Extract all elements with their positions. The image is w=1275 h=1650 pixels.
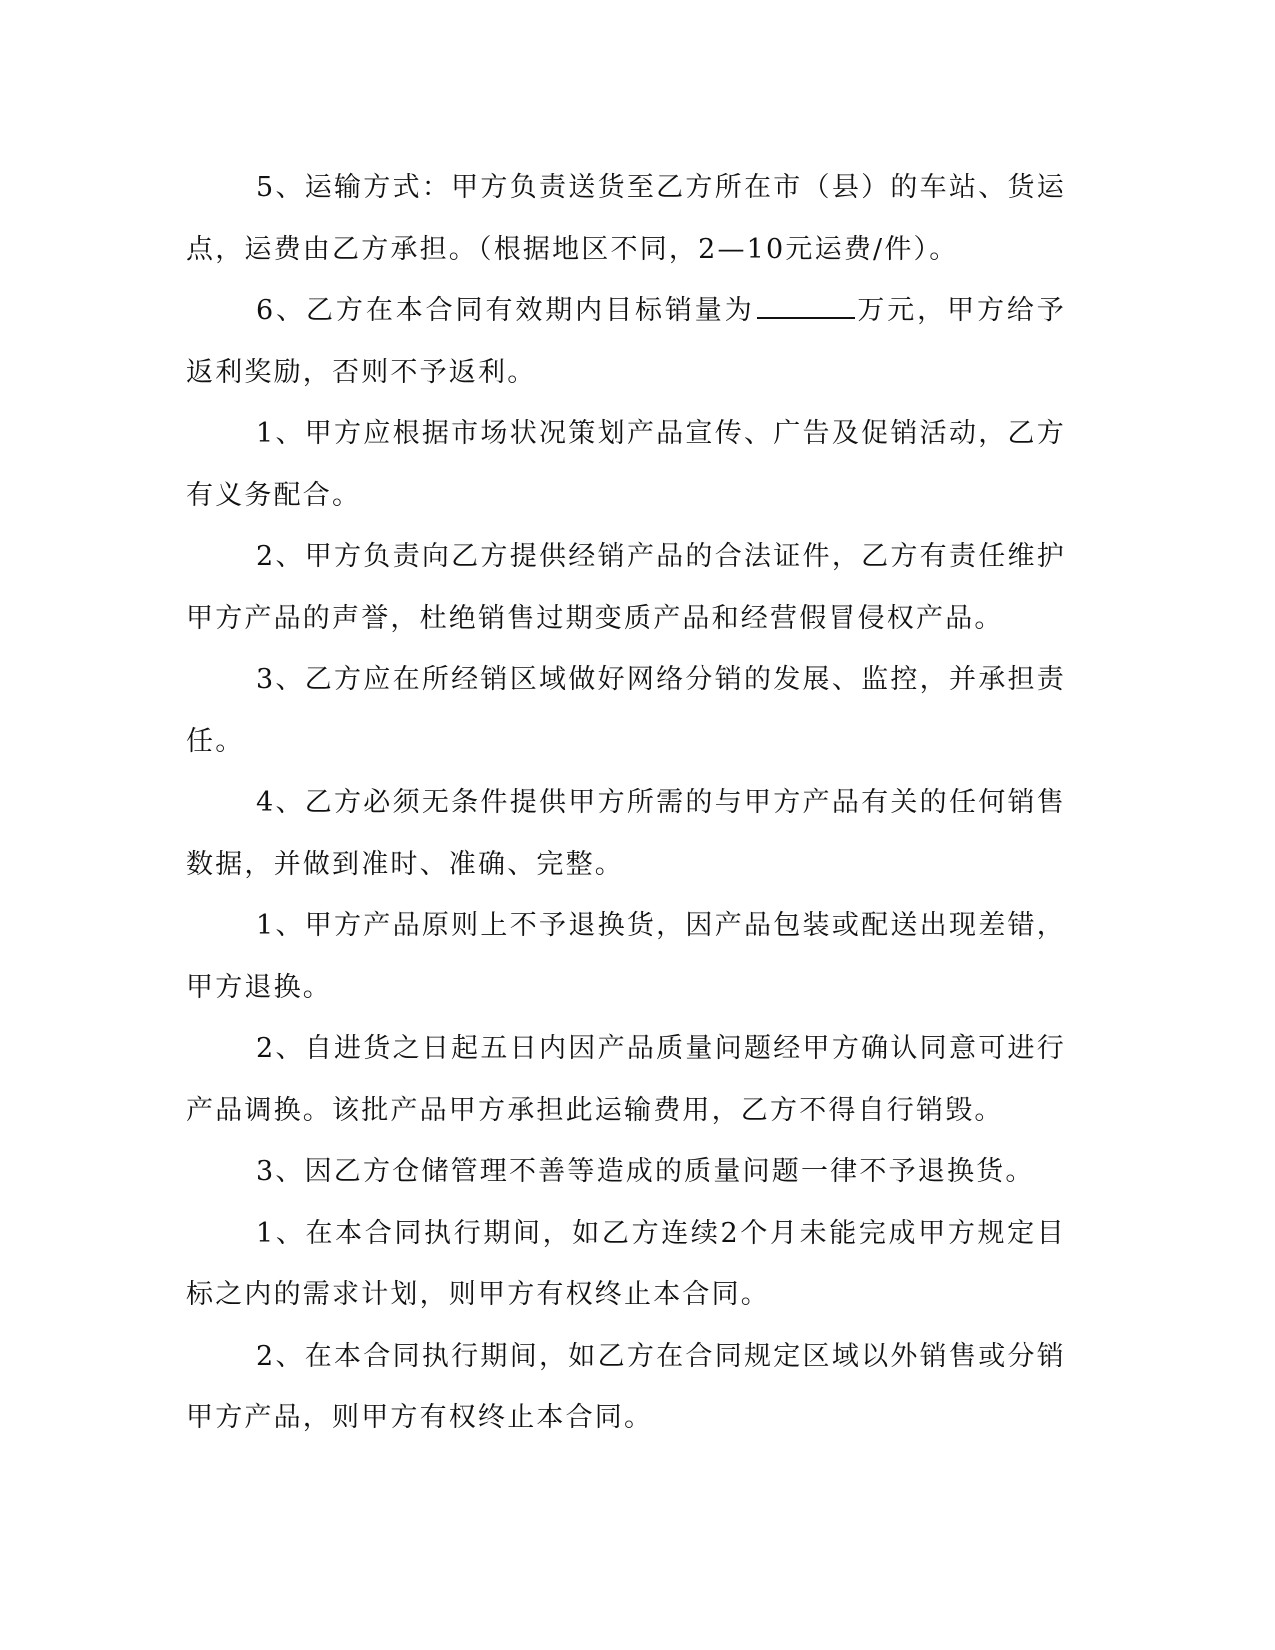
paragraph-quality-exchange: 2、自进货之日起五日内因产品质量问题经甲方确认同意可进行产品调换。该批产品甲方承担此运输费用，乙方不得自行销毁。 [186, 1033, 1066, 1126]
paragraph-certificates: 2、甲方负责向乙方提供经销产品的合法证件，乙方有责任维护甲方产品的声誉，杜绝销售过期变质产品和经营假冒侵权产品。 [186, 541, 1066, 634]
paragraph-sales-target [186, 280, 1066, 403]
paragraph-termination-region: 2、在本合同执行期间，如乙方在合同规定区域以外销售或分销甲方产品，则甲方有权终止本合同。 [186, 1340, 1066, 1433]
paragraph-sales-data: 4、乙方必须无条件提供甲方所需的与甲方产品有关的任何销售数据，并做到准时、准确、完整。 [186, 787, 1066, 880]
sales-target-text-before: 6、乙方在本合同有效期内目标销量为 [256, 295, 755, 326]
paragraph-promotion: 1、甲方应根据市场状况策划产品宣传、广告及促销活动，乙方有义务配合。 [186, 418, 1066, 511]
paragraph-termination-target: 1、在本合同执行期间，如乙方连续2个月未能完成甲方规定目标之内的需求计划，则甲方有权终止本合同。 [186, 1217, 1066, 1310]
paragraph-storage-issues: 3、因乙方仓储管理不善等造成的质量问题一律不予退换货。 [256, 1156, 1035, 1187]
paragraph-distribution: 3、乙方应在所经销区域做好网络分销的发展、监控，并承担责任。 [186, 664, 1066, 757]
paragraph-no-returns: 1、甲方产品原则上不予退换货，因产品包装或配送出现差错，甲方退换。 [186, 910, 1066, 1003]
sales-target-text-after: 万元，甲方给予返利奖励，否则不予返利。 [186, 295, 1067, 388]
paragraph-transport-method: 5、运输方式：甲方负责送货至乙方所在市（县）的车站、货运点，运费由乙方承担。（根据地区不同，2—10元运费/件）。 [186, 172, 1066, 265]
sales-target-blank [757, 293, 855, 319]
document-body [186, 157, 1066, 1449]
